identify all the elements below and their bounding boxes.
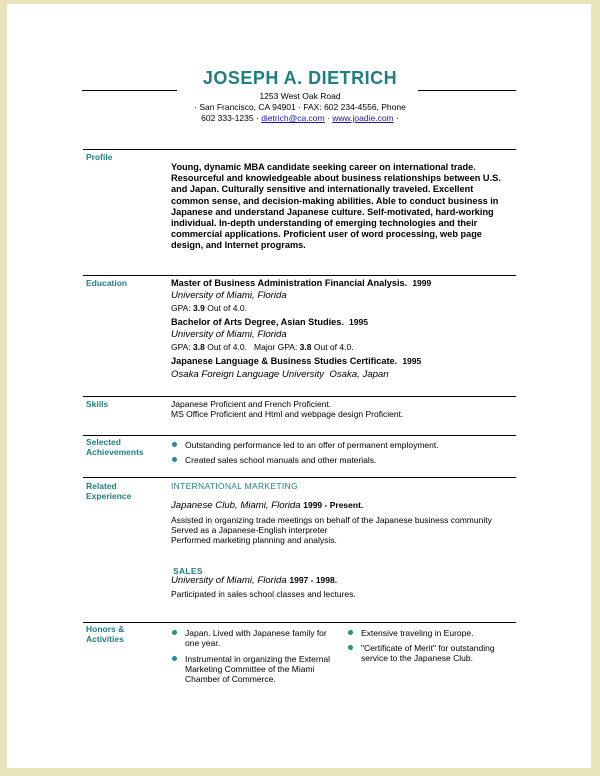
degree-title: Bachelor of Arts Degree, Asian Studies. 1995 — [171, 317, 368, 327]
school-name: University of Miami, Florida — [171, 329, 287, 340]
address-line1: 1253 West Oak Road — [259, 91, 341, 101]
education-rule — [83, 275, 516, 276]
school-name: Osaka Foreign Language University Osaka, Japan — [171, 369, 389, 380]
achievement-item: Created sales school manuals and other materials. — [185, 455, 377, 465]
trailing-dot: · — [396, 113, 399, 123]
achievement-item: Outstanding performance led to an offer of permanent employment. — [185, 440, 439, 450]
honors-label: Honors & Activities — [86, 624, 125, 644]
achievements-label: Selected Achievements — [86, 437, 144, 457]
profile-text: Young, dynamic MBA candidate seeking career on international trade. Resourceful and knowledgeable about business relationships between U.S. and Japan. Culturally sensitive and internationally traveled. Excellent common sense, and decision-making abilities. Able to conduct business in Japanese and understand Japanese culture. Self-motivated, hard-working individual. In-depth understanding of emerging technologies and their commercial applications. Proficient user of word processing, web page design, and Internet programs. — [171, 162, 501, 251]
achievements-rule — [83, 435, 516, 436]
honors-rule — [83, 622, 516, 623]
bullet-icon — [348, 645, 353, 650]
address-line2: · San Francisco, CA 94901 · FAX: 602 234-4556, Phone — [194, 102, 406, 112]
degree-title: Master of Business Administration Financial Analysis. 1999 — [171, 278, 432, 288]
contact-line — [0, 113, 600, 123]
school-name: University of Miami, Florida — [171, 290, 287, 301]
skills-line: Japanese Proficient and French Proficient. — [171, 399, 332, 409]
bullet-icon — [172, 442, 177, 447]
skills-line: MS Office Proficient and Html and webpage design Proficient. — [171, 409, 404, 419]
job-heading: SALES — [173, 566, 203, 576]
bullet-icon — [172, 656, 177, 661]
honor-item: Instrumental in organizing the External Marketing Committee of the Miami Chamber of Commerce. — [185, 654, 331, 684]
honor-item: Extensive traveling in Europe. — [361, 628, 474, 638]
experience-label: Related Experience — [86, 481, 132, 501]
bullet-icon — [172, 630, 177, 635]
job-line: Performed marketing planning and analysis. — [171, 535, 337, 545]
bullet-icon — [348, 630, 353, 635]
gpa-text: GPA: 3.9 Out of 4.0. — [171, 303, 247, 313]
phone-text: 602 333-1235 · — [201, 113, 259, 123]
honor-item: "Certificate of Merit" for outstanding service to the Japanese Club. — [361, 643, 495, 663]
job-org: University of Miami, Florida 1997 - 1998. — [171, 575, 338, 586]
separator-dot: · — [327, 113, 330, 123]
honor-item: Japan. Lived with Japanese family for one year. — [185, 628, 327, 648]
job-line: Assisted in organizing trade meetings on behalf of the Japanese business community — [171, 515, 492, 525]
job-org: Japanese Club, Miami, Florida 1999 - Present. — [171, 500, 364, 511]
education-label: Education — [86, 278, 128, 288]
gpa-text: GPA: 3.8 Out of 4.0. Major GPA: 3.8 Out of 4.0. — [171, 342, 354, 352]
bullet-icon — [172, 457, 177, 462]
email-link[interactable]: dietrich@ca.com — [261, 113, 325, 123]
profile-label: Profile — [86, 152, 113, 162]
website-link[interactable]: www.joadie.com — [332, 113, 394, 123]
skills-rule — [83, 396, 516, 397]
degree-title: Japanese Language & Business Studies Certificate. 1995 — [171, 356, 422, 366]
job-line: Served as a Japanese-English interpreter — [171, 525, 328, 535]
skills-label: Skills — [86, 399, 109, 409]
candidate-name: JOSEPH A. DIETRICH — [202, 68, 398, 88]
job-line: Participated in sales school classes and lectures. — [171, 589, 356, 599]
job-heading: INTERNATIONAL MARKETING — [171, 481, 298, 491]
experience-rule — [83, 477, 516, 478]
profile-rule — [83, 149, 516, 150]
